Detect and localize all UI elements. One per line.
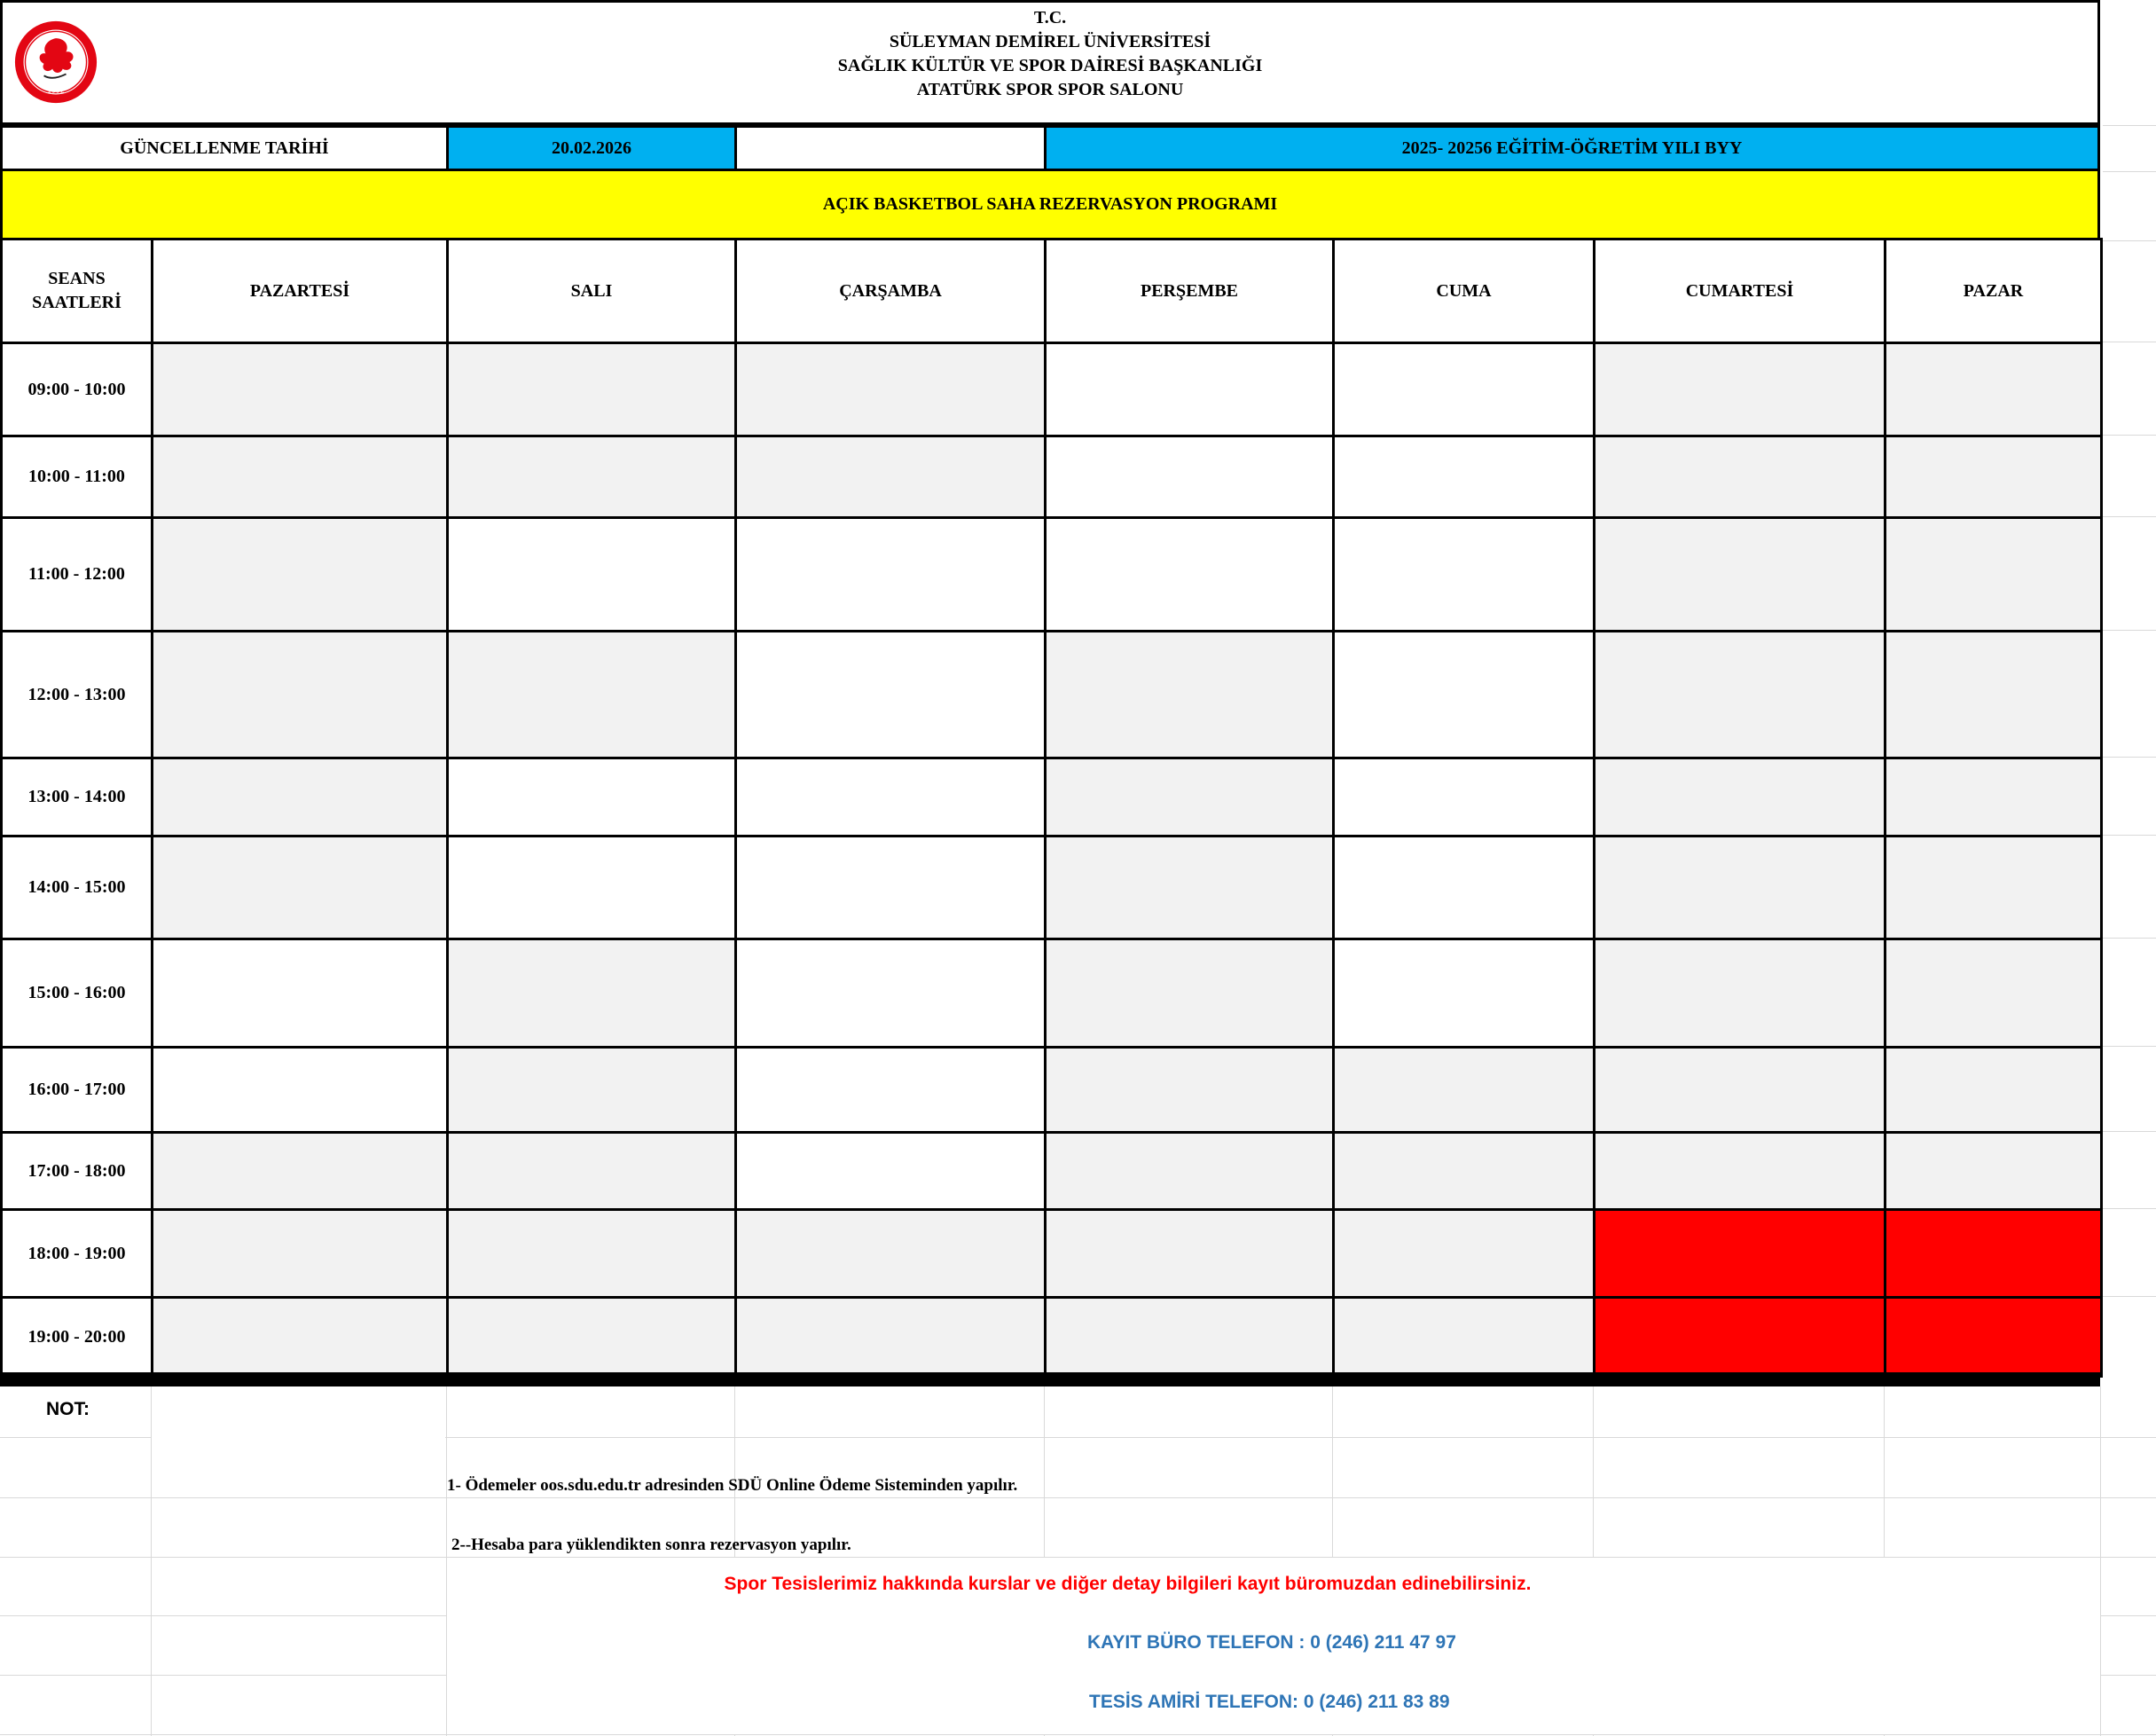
- reservation-cell-gray: [151, 1208, 449, 1299]
- reservation-cell-white: [446, 516, 737, 632]
- reservation-cell-gray: [1044, 835, 1335, 940]
- day-header: PERŞEMBE: [1044, 238, 1335, 344]
- reservation-cell-gray: [1884, 1046, 2103, 1134]
- time-slot-label: 09:00 - 10:00: [0, 342, 153, 437]
- reservation-cell-white: [734, 1046, 1047, 1134]
- office-phone: KAYIT BÜRO TELEFON : 0 (246) 211 47 97: [1087, 1632, 1456, 1653]
- reservation-cell-white: [1044, 516, 1335, 632]
- gridline-horizontal: [2103, 1208, 2156, 1209]
- reservation-cell-white: [1332, 835, 1595, 940]
- gridline-horizontal: [2103, 835, 2156, 836]
- info-empty-cell: [734, 125, 1047, 171]
- reservation-cell-white: [734, 516, 1047, 632]
- reservation-cell-gray: [1044, 1296, 1335, 1378]
- reservation-cell-white: [734, 1131, 1047, 1211]
- reservation-cell-white: [1332, 435, 1595, 519]
- note-background: [152, 1386, 445, 1497]
- header-line-4: ATATÜRK SPOR SPOR SALONU: [916, 80, 1184, 99]
- reservation-cell-gray: [446, 342, 737, 437]
- reservation-cell-gray: [1593, 630, 1886, 759]
- table-bottom-border: [0, 1372, 2100, 1386]
- reservation-cell-gray: [446, 630, 737, 759]
- gridline-vertical: [2100, 1386, 2101, 1736]
- gridline-horizontal: [2103, 1046, 2156, 1047]
- header-line-2: SÜLEYMAN DEMİREL ÜNİVERSİTESİ: [889, 32, 1211, 51]
- reservation-cell-gray: [446, 435, 737, 519]
- note-item-2: 2--Hesaba para yüklendikten sonra rezervasyon yapılır.: [451, 1536, 851, 1554]
- reservation-cell-red: [1884, 1296, 2103, 1378]
- reservation-cell-gray: [1044, 1208, 1335, 1299]
- reservation-cell-white: [151, 1046, 449, 1134]
- reservation-cell-gray: [446, 1208, 737, 1299]
- gridline-horizontal: [2103, 1131, 2156, 1132]
- update-date-value: 20.02.2026: [446, 125, 737, 171]
- time-slot-label: 15:00 - 16:00: [0, 938, 153, 1049]
- reservation-cell-gray: [1593, 516, 1886, 632]
- header-line-1: T.C.: [1033, 8, 1067, 27]
- reservation-cell-gray: [734, 342, 1047, 437]
- reservation-cell-gray: [1884, 938, 2103, 1049]
- reservation-cell-red: [1593, 1296, 1886, 1378]
- time-slot-label: 12:00 - 13:00: [0, 630, 153, 759]
- reservation-cell-gray: [1593, 435, 1886, 519]
- time-slot-label: 11:00 - 12:00: [0, 516, 153, 632]
- reservation-cell-red: [1593, 1208, 1886, 1299]
- time-slot-label: 17:00 - 18:00: [0, 1131, 153, 1211]
- reservation-cell-red: [1884, 1208, 2103, 1299]
- reservation-cell-gray: [1593, 1046, 1886, 1134]
- gridline-horizontal: [0, 1497, 2156, 1498]
- notes-label: NOT:: [46, 1399, 90, 1419]
- reservation-cell-gray: [151, 757, 449, 837]
- seans-header-line: SAATLERİ: [32, 293, 122, 312]
- update-date-label: GÜNCELLENME TARİHİ: [0, 125, 449, 171]
- day-header: PAZARTESİ: [151, 238, 449, 344]
- reservation-cell-gray: [151, 516, 449, 632]
- gridline-horizontal: [0, 1734, 2156, 1735]
- reservation-cell-gray: [1884, 835, 2103, 940]
- reservation-cell-white: [734, 757, 1047, 837]
- day-header: PAZAR: [1884, 238, 2103, 344]
- gridline-horizontal: [2103, 1296, 2156, 1297]
- reservation-cell-gray: [446, 1131, 737, 1211]
- gridline-horizontal: [2103, 125, 2156, 126]
- reservation-cell-gray: [446, 1046, 737, 1134]
- reservation-cell-gray: [1593, 342, 1886, 437]
- reservation-cell-gray: [1884, 342, 2103, 437]
- reservation-cell-gray: [1593, 757, 1886, 837]
- info-text: Spor Tesislerimiz hakkında kurslar ve diğer detay bilgileri kayıt büromuzdan edinebilirsiniz.: [724, 1574, 1532, 1594]
- day-header: CUMARTESİ: [1593, 238, 1886, 344]
- reservation-cell-white: [734, 938, 1047, 1049]
- day-header: ÇARŞAMBA: [734, 238, 1047, 344]
- reservation-cell-white: [446, 835, 737, 940]
- gridline-horizontal: [2103, 516, 2156, 517]
- reservation-cell-gray: [151, 835, 449, 940]
- reservation-cell-gray: [1593, 938, 1886, 1049]
- reservation-cell-gray: [151, 630, 449, 759]
- reservation-cell-gray: [1044, 630, 1335, 759]
- seans-header: [0, 238, 153, 344]
- time-slot-label: 14:00 - 15:00: [0, 835, 153, 940]
- reservation-cell-gray: [1044, 757, 1335, 837]
- reservation-cell-gray: [1884, 1131, 2103, 1211]
- reservation-cell-gray: [1332, 1131, 1595, 1211]
- reservation-cell-white: [1332, 630, 1595, 759]
- time-slot-label: 13:00 - 14:00: [0, 757, 153, 837]
- program-title: AÇIK BASKETBOL SAHA REZERVASYON PROGRAMI: [0, 169, 2100, 240]
- reservation-cell-gray: [1332, 1208, 1595, 1299]
- reservation-cell-gray: [1593, 835, 1886, 940]
- reservation-cell-white: [151, 938, 449, 1049]
- reservation-cell-gray: [151, 435, 449, 519]
- reservation-cell-gray: [151, 342, 449, 437]
- gridline-horizontal: [2103, 240, 2156, 241]
- reservation-cell-gray: [1332, 1046, 1595, 1134]
- reservation-cell-gray: [1884, 630, 2103, 759]
- reservation-cell-white: [1044, 435, 1335, 519]
- gridline-horizontal: [2103, 630, 2156, 631]
- reservation-cell-gray: [446, 1296, 737, 1378]
- header-titles: [3, 6, 2097, 102]
- reservation-cell-gray: [734, 1296, 1047, 1378]
- gridline-horizontal: [2103, 938, 2156, 939]
- time-slot-label: 10:00 - 11:00: [0, 435, 153, 519]
- svg-text:1992: 1992: [47, 86, 65, 95]
- gridline-horizontal: [2103, 757, 2156, 758]
- time-slot-label: 18:00 - 19:00: [0, 1208, 153, 1299]
- reservation-cell-white: [1332, 516, 1595, 632]
- document-header: [0, 0, 2100, 125]
- reservation-cell-white: [1044, 342, 1335, 437]
- reservation-cell-gray: [446, 938, 737, 1049]
- reservation-cell-white: [734, 630, 1047, 759]
- day-header: CUMA: [1332, 238, 1595, 344]
- header-line-3: SAĞLIK KÜLTÜR VE SPOR DAİRESİ BAŞKANLIĞI: [837, 56, 1263, 75]
- gridline-horizontal: [2103, 435, 2156, 436]
- seans-header-line: SEANS: [48, 269, 106, 288]
- reservation-cell-gray: [1884, 757, 2103, 837]
- reservation-cell-gray: [151, 1296, 449, 1378]
- gridline-horizontal: [2103, 171, 2156, 172]
- reservation-cell-white: [1332, 757, 1595, 837]
- reservation-cell-white: [734, 835, 1047, 940]
- reservation-cell-white: [446, 757, 737, 837]
- reservation-cell-gray: [1884, 516, 2103, 632]
- time-slot-label: 19:00 - 20:00: [0, 1296, 153, 1378]
- note-item-1: 1- Ödemeler oos.sdu.edu.tr adresinden SDÜ Online Ödeme Sisteminden yapılır.: [447, 1476, 1018, 1495]
- reservation-cell-gray: [1044, 1131, 1335, 1211]
- reservation-cell-gray: [1044, 1046, 1335, 1134]
- reservation-cell-white: [1332, 938, 1595, 1049]
- reservation-cell-gray: [1332, 1296, 1595, 1378]
- academic-year-label: 2025- 20256 EĞİTİM-ÖĞRETİM YILI BYY: [1044, 125, 2100, 171]
- reservation-cell-gray: [1593, 1131, 1886, 1211]
- reservation-cell-gray: [1044, 938, 1335, 1049]
- reservation-cell-gray: [734, 435, 1047, 519]
- reservation-cell-white: [1332, 342, 1595, 437]
- reservation-cell-gray: [734, 1208, 1047, 1299]
- reservation-cell-gray: [151, 1131, 449, 1211]
- reservation-cell-gray: [1884, 435, 2103, 519]
- day-header: SALI: [446, 238, 737, 344]
- manager-phone: TESİS AMİRİ TELEFON: 0 (246) 211 83 89: [1089, 1692, 1450, 1712]
- time-slot-label: 16:00 - 17:00: [0, 1046, 153, 1134]
